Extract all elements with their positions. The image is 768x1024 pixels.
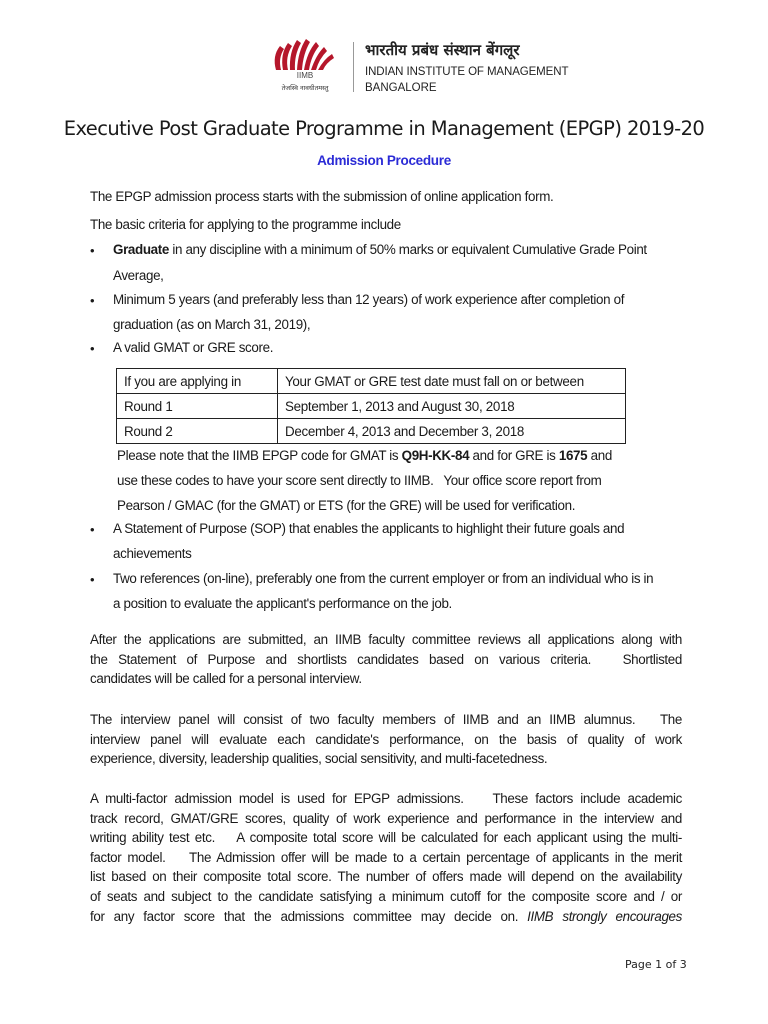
bullet-icon: • (90, 341, 95, 356)
bullet-icon: • (90, 293, 95, 308)
encouragement-italic: IIMB strongly encourages (527, 908, 682, 924)
criteria-graduate-bold: Graduate (113, 242, 169, 257)
iimb-logo (244, 30, 569, 100)
test-date-table (116, 368, 626, 444)
iimb-emblem-icon (266, 34, 344, 94)
document-title: Executive Post Graduate Programme in Management (EPGP) 2019-20 (63, 117, 705, 140)
page-number: Page 1 of 3 (625, 958, 687, 971)
bullet-icon: • (90, 522, 95, 537)
document-subtitle: Admission Procedure (317, 153, 451, 168)
logo-hindi-name: भारतीय प्रबंध संस्थान बेंगलूर (365, 41, 520, 59)
bullet-icon: • (90, 243, 95, 258)
criteria-item-references: Two references (on-line), preferably one from the current employer or from an individual who is in (113, 571, 654, 586)
score-code-note-line-1: Please note that the IIMB EPGP code for GMAT is Q9H-KK-84 and for GRE is 1675 and (117, 448, 612, 463)
criteria-item-sop: A Statement of Purpose (SOP) that enables the applicants to highlight their future goals and (113, 521, 625, 536)
logo-english-name-line1: INDIAN INSTITUTE OF MANAGEMENT (365, 66, 569, 78)
criteria-item-experience: Minimum 5 years (and preferably less than 12 years) of work experience after completion of (113, 292, 625, 307)
table-cell: September 1, 2013 and August 30, 2018 (278, 394, 626, 419)
criteria-item-references-cont: a position to evaluate the applicant's performance on the job. (113, 596, 452, 611)
svg-text:तेजस्वि नावधीतमस्तु: तेजस्वि नावधीतमस्तु (281, 84, 329, 92)
paragraph-model-last-line: for any factor score that the admissions committee may decide on. IIMB strongly encourages (90, 908, 682, 924)
bullet-icon: • (90, 572, 95, 587)
gre-code: 1675 (558, 448, 588, 463)
gmat-code: Q9H-KK-84 (401, 448, 470, 463)
logo-english-name-line2: BANGALORE (365, 82, 437, 94)
criteria-item-graduate-cont: Average, (113, 268, 164, 283)
table-row (117, 394, 626, 419)
table-row (117, 419, 626, 444)
table-cell: Round 1 (117, 394, 278, 419)
table-header-cell: Your GMAT or GRE test date must fall on or between (278, 369, 626, 394)
score-code-note-line-3: Pearson / GMAC (for the GMAT) or ETS (for the GRE) will be used for verification. (117, 498, 576, 513)
paragraph-admission-model: A multi-factor admission model is used for EPGP admissions. These factors include academic track record, GMAT/GRE scores, quality of work experience and performance in the interview and writing ability test etc. A composite total score will be calculated for each applicant using the multi- factor model. The Admission offer will be made to a certain percentage of applicants in the merit list based on their composite total score. The number of offers made will depend on the availability of seats and subject to the candidate satisfying a minimum cutoff for the composite score and / or for any factor score that the admissions committee may decide on. IIMB strongly encourages (90, 789, 682, 926)
paragraph-interview: The interview panel will consist of two faculty members of IIMB and an IIMB alumnus. The interview panel will evaluate each candidate's performance, on the basis of quality of work experience, diversity, leadership qualities, social sensitivity, and multi-facetedness. (90, 712, 682, 767)
paragraph-shortlisting: After the applications are submitted, an IIMB faculty committee reviews all applications along with the Statement of Purpose and shortlists candidates based on various criteria. Shortlisted candidates will be called for a personal interview. (90, 632, 682, 687)
criteria-item-graduate: Graduate in any discipline with a minimum of 50% marks or equivalent Cumulative Grade Point (113, 242, 647, 257)
criteria-item-experience-cont: graduation (as on March 31, 2019), (113, 317, 311, 332)
criteria-item-sop-cont: achievements (113, 546, 192, 561)
intro-line-2: The basic criteria for applying to the programme include (90, 217, 401, 232)
logo-divider (353, 42, 354, 92)
svg-text:IIMB: IIMB (296, 71, 314, 80)
intro-line-1: The EPGP admission process starts with the submission of online application form. (90, 189, 554, 204)
criteria-item-gmat-gre: A valid GMAT or GRE score. (113, 340, 274, 355)
score-code-note-line-2: use these codes to have your score sent directly to IIMB. Your office score report from (117, 473, 602, 488)
table-header-row (117, 369, 626, 394)
table-header-cell: If you are applying in (117, 369, 278, 394)
table-cell: December 4, 2013 and December 3, 2018 (278, 419, 626, 444)
table-cell: Round 2 (117, 419, 278, 444)
